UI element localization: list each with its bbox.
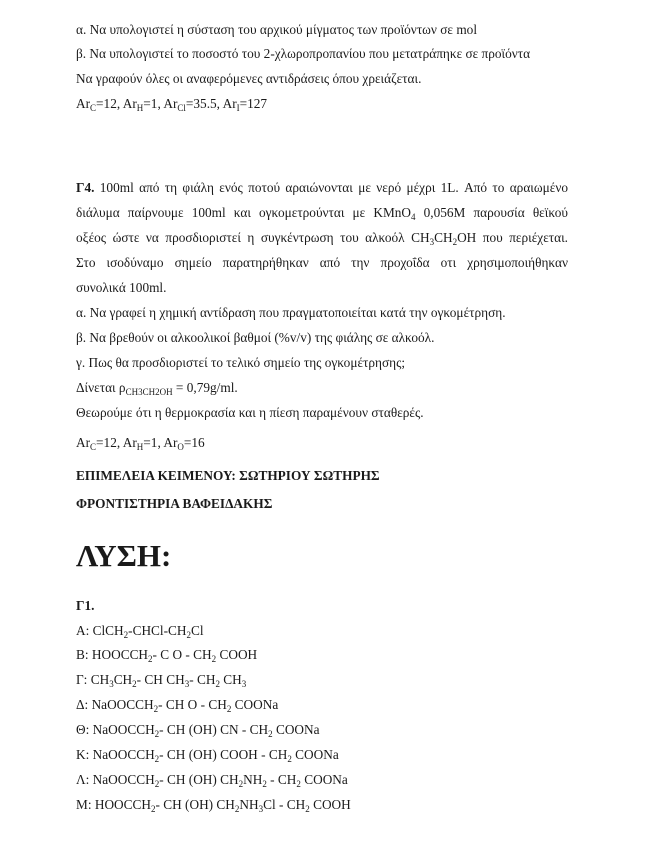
g4-question-c: γ. Πως θα προσδιοριστεί το τελικό σημείο της ογκομέτρησης; (76, 355, 406, 370)
g4-question-a: α. Να γραφεί η χημική αντίδραση που πραγματοποιείται κατά την ογκομέτρηση. (76, 305, 506, 320)
atomic-masses-g4: $Ar_C=12$, $Ar_H=1$, $Ar_O=16$ (76, 435, 205, 452)
question-line-a: α. Να υπολογιστεί η σύσταση του αρχικού μίγματος των προϊόντων σε mol (76, 22, 478, 37)
compound-TH: Θ: NaOOCCH$_2$- CH (OH) CN - $CH_2$ COONa (76, 722, 320, 739)
solution-g1-label: Γ1. (76, 598, 95, 613)
g4-paragraph-line-1: Γ4. 100ml από τη φιάλη ενός ποτού αραιώνονται με νερό μέχρι 1L. Από το αραιωμένο (76, 180, 568, 195)
credits-school: ΦΡΟΝΤΙΣΤΗΡΙΑ ΒΑΦΕΙΔΑΚΗΣ (76, 496, 273, 511)
compound-B: Β: $HOOCCH_2-$ C O - $CH_2$ COOH (76, 647, 258, 664)
g4-given-density: Δίνεται $\rho_{CH3CH2OH} = 0,79g/ml$. (76, 380, 238, 397)
question-line-c: Να γραφούν όλες οι αναφερόμενες αντιδράσεις όπου χρειάζεται. (76, 71, 422, 86)
g4-paragraph-line-5: συνολικά 100ml. (76, 280, 167, 295)
compound-G: Γ: $CH_3CH_2-$ CH $CH_3-$ $CH_2$ $CH_3$ (76, 672, 247, 689)
atomic-masses-top: $Ar_C=12$, $Ar_H=1$, $Ar_{Cl}=35.5$, $Ar_I=127$ (76, 96, 268, 113)
compound-L: Λ: NaOOCCH$_2$- CH (OH) $CH_2NH_2 - CH_2$ COONa (76, 772, 348, 789)
credits-editor: ΕΠΙΜΕΛΕΙΑ ΚΕΙΜΕΝΟΥ: ΣΩΤΗΡΙΟΥ ΣΩΤΗΡΗΣ (76, 468, 380, 483)
g4-paragraph-line-3: οξέος ώστε να προσδιοριστεί η συγκέντρωση του αλκοόλ $CH_3CH_2OH$ που περιέχεται. (76, 230, 568, 247)
g4-paragraph-line-4: Στο ισοδύναμο σημείο παρατηρήθηκαν από την προχοΐδα οτι χρησιμοποιήθηκαν (76, 255, 568, 270)
g4-assumption: Θεωρούμε ότι η θερμοκρασία και η πίεση παραμένουν σταθερές. (76, 405, 424, 420)
compound-M: Μ: $HOOCCH_2-$ CH (OH) $CH_2NH_3Cl - CH_2$ COOH (76, 797, 351, 814)
g4-paragraph-line-2: διάλυμα παίρνουμε 100ml και ογκομετρούνται με KMnO$_4$ 0,056M παρουσία θεϊκού (76, 205, 568, 222)
compound-K: Κ: NaOOCCH$_2$- CH (OH) COOH - $CH_2$ COONa (76, 747, 339, 764)
question-line-b: β. Να υπολογιστεί το ποσοστό του 2-χλωροπροπανίου που μετατράπηκε σε προϊόντα (76, 46, 531, 61)
solution-title: ΛΥΣΗ: (76, 538, 172, 573)
g4-question-b: β. Να βρεθούν οι αλκοολικοί βαθμοί (%v/v) της φιάλης σε αλκοόλ. (76, 330, 435, 345)
compound-A: Α: $ClCH_2-CHCl-CH_2Cl$ (76, 623, 204, 640)
compound-D: Δ: NaOOCCH$_2$- CH O - $CH_2$ COONa (76, 697, 279, 714)
g4-label: Γ4. (76, 180, 95, 195)
